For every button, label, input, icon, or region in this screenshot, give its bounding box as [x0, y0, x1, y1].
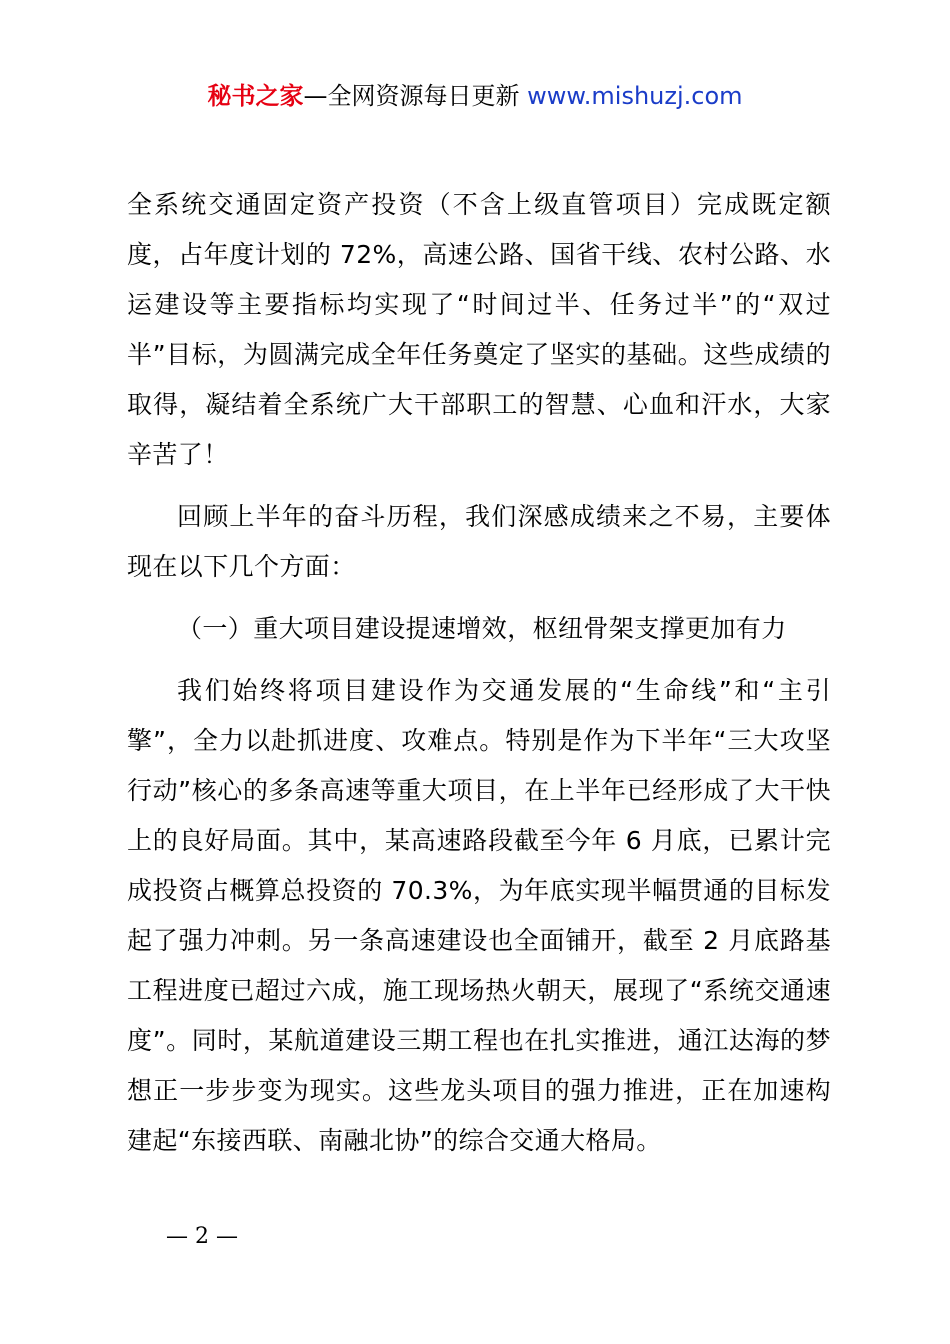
section-heading-1: （一）重大项目建设提速增效，枢纽骨架支撑更加有力 [177, 614, 787, 643]
paragraph-review-intro: 回顾上半年的奋斗历程，我们深感成绩来之不易，主要体现在以下几个方面： [127, 502, 831, 581]
paragraph-gap [127, 654, 831, 666]
paragraph-major-projects: 我们始终将项目建设作为交通发展的“生命线”和“主引擎”，全力以赴抓进度、攻难点。特别是作为下半年“三大攻坚行动”核心的多条高速等重大项目，在上半年已经形成了大干快上的良好局面。其中，某高速路段截至今年 6 月底，已累计完成投资占概算总投资的 70.3%，为年底实现半幅贯通的目标发起了强力冲刺。另一条高速建设也全面铺开，截至 2 月底路基工程进度已超过六成，施工现场热火朝天，展现了“系统交通速度”。同时，某航道建设三期工程也在扎实推进，通江达海的梦想正一步步变为现实。这些龙头项目的强力推进，正在加速构建起“东接西联、南融北协”的综合交通大格局。 [127, 676, 831, 1155]
paragraph-achievements: 全系统交通固定资产投资（不含上级直管项目）完成既定额度，占年度计划的 72%，高速公路、国省干线、农村公路、水运建设等主要指标均实现了“时间过半、任务过半”的“双过半”目标，为圆满完成全年任务奠定了坚实的基础。这些成绩的取得，凝结着全系统广大干部职工的智慧、心血和汗水，大家辛苦了！ [127, 190, 831, 469]
page-number: — 2 — [166, 1224, 238, 1249]
paragraph-gap [127, 592, 831, 604]
document-body [127, 180, 831, 1166]
site-slogan: —全网资源每日更新 [303, 82, 528, 110]
site-brand: 秘书之家 [207, 82, 304, 110]
paragraph-gap [127, 480, 831, 492]
site-header [0, 80, 950, 112]
site-url-link[interactable]: www.mishuzj.com [527, 82, 743, 110]
